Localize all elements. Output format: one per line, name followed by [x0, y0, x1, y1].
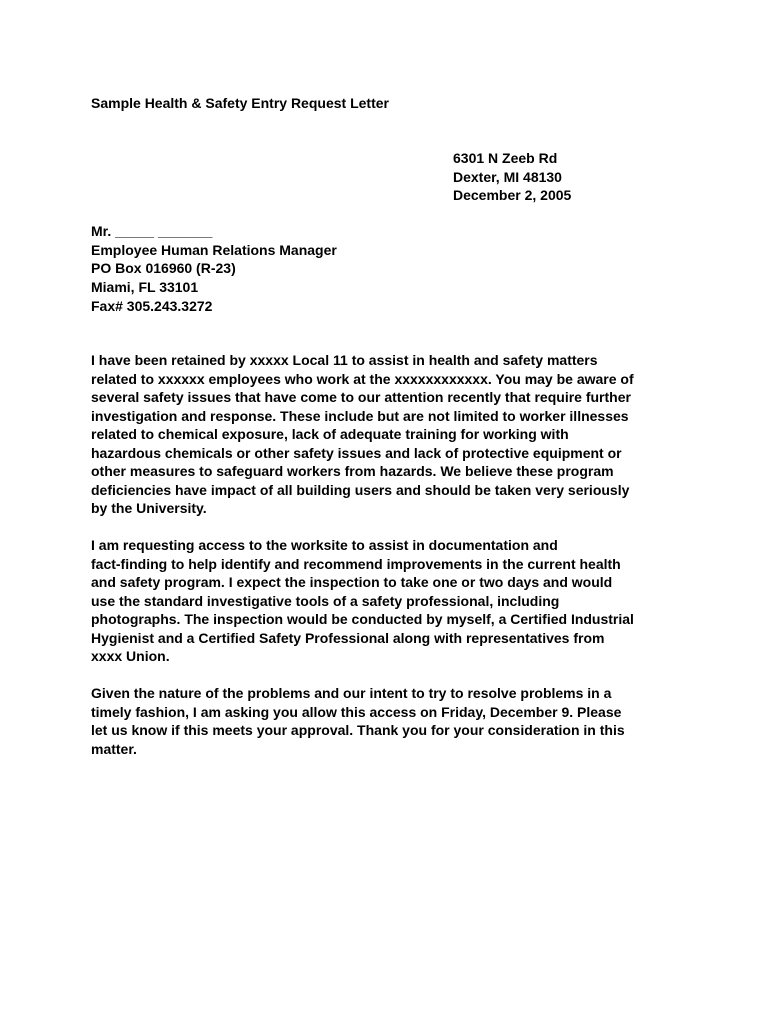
recipient-position: Employee Human Relations Manager — [91, 241, 337, 258]
recipient-po-box: PO Box 016960 (R-23) — [91, 260, 236, 277]
paragraph-line: hazardous chemicals or other safety issues and lack of protective equipment or — [91, 444, 622, 461]
paragraph-line: xxxx Union. — [91, 648, 170, 664]
recipient-fax: Fax# 305.243.3272 — [91, 297, 213, 314]
paragraph-line: fact-finding to help identify and recommend improvements in the current health — [91, 555, 621, 572]
paragraph-line: I have been retained by xxxxx Local 11 to assist in health and safety matters — [91, 352, 598, 368]
paragraph-2 — [91, 536, 691, 666]
paragraph-line: Hygienist and a Certified Safety Professional along with representatives from — [91, 629, 605, 646]
paragraph-line: photographs. The inspection would be conducted by myself, a Certified Industrial — [91, 611, 634, 627]
paragraph-line: by the University. — [91, 500, 207, 516]
paragraph-3 — [91, 684, 691, 758]
paragraph-line: Given the nature of the problems and our intent to try to resolve problems in a — [91, 685, 612, 701]
sender-street: 6301 N Zeeb Rd — [453, 150, 558, 166]
sender-city-state-zip: Dexter, MI 48130 — [453, 168, 562, 185]
recipient-city-state-zip: Miami, FL 33101 — [91, 279, 199, 296]
paragraph-line: I am requesting access to the worksite to assist in documentation and — [91, 537, 558, 553]
recipient-name: Mr. _____ _______ — [91, 223, 213, 239]
paragraph-line: timely fashion, I am asking you allow this access on Friday, December 9. Please — [91, 703, 622, 720]
paragraph-line: related to xxxxxx employees who work at the xxxxxxxxxxxx. You may be aware of — [91, 370, 634, 387]
paragraph-1 — [91, 351, 691, 518]
paragraph-line: matter. — [91, 740, 137, 757]
paragraph-line: related to chemical exposure, lack of adequate training for working with — [91, 426, 569, 442]
paragraph-line: investigation and response. These include but are not limited to worker illnesses — [91, 407, 629, 424]
document-title: Sample Health & Safety Entry Request Letter — [91, 95, 389, 111]
paragraph-line: and safety program. I expect the inspection to take one or two days and would — [91, 574, 613, 590]
paragraph-line: let us know if this meets your approval. Thank you for your consideration in this — [91, 722, 625, 738]
paragraph-line: several safety issues that have come to our attention recently that require further — [91, 389, 631, 405]
paragraph-line: deficiencies have impact of all building users and should be taken very seriously — [91, 481, 630, 498]
paragraph-line: other measures to safeguard workers from hazards. We believe these program — [91, 463, 614, 479]
recipient-address-block — [91, 222, 337, 316]
letter-date: December 2, 2005 — [453, 187, 572, 203]
paragraph-line: use the standard investigative tools of a safety professional, including — [91, 592, 560, 609]
sender-address-block — [453, 149, 571, 205]
letter-body — [91, 351, 691, 777]
